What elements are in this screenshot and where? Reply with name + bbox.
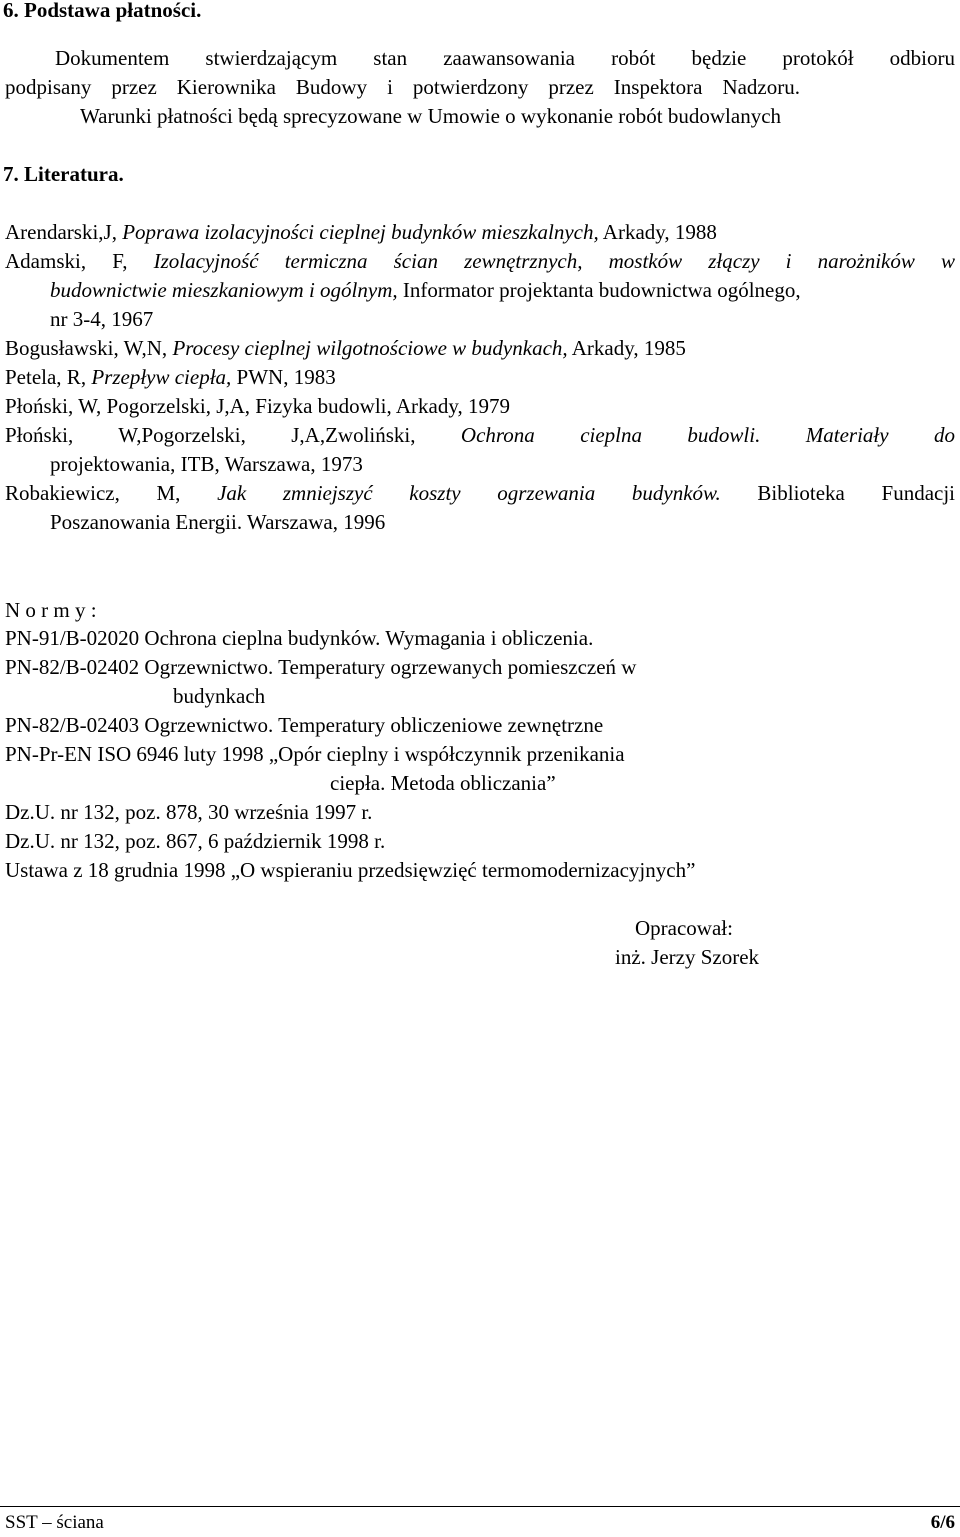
norm-line: PN-Pr-EN ISO 6946 luty 1998 „Opór cieplny i współczynnik przenikania [5, 742, 625, 766]
section-6-para1-line2: podpisany przez Kierownika Budowy i potwierdzony przez Inspektora Nadzoru. [5, 75, 800, 99]
footer-left: SST – ściana [5, 1512, 104, 1533]
reference-item-continuation: nr 3-4, 1967 [50, 307, 154, 331]
section-7-heading: 7. Literatura. [3, 162, 124, 186]
reference-item-continuation: budownictwie mieszkaniowym i ogólnym, Informator projektanta budownictwa ogólnego, [50, 278, 801, 302]
signature-name: inż. Jerzy Szorek [615, 945, 760, 969]
norm-line: PN-82/B-02403 Ogrzewnictwo. Temperatury obliczeniowe zewnętrzne [5, 713, 604, 737]
reference-item: Płoński, W, Pogorzelski, J,A, Fizyka budowli, Arkady, 1979 [5, 394, 510, 418]
norm-line: PN-91/B-02020 Ochrona cieplna budynków. Wymagania i obliczenia. [5, 626, 594, 650]
reference-item-continuation: projektowania, ITB, Warszawa, 1973 [50, 452, 363, 476]
reference-item: Petela, R, Przepływ ciepła, PWN, 1983 [5, 365, 336, 389]
section-6-heading: 6. Podstawa płatności. [3, 0, 202, 22]
reference-item: Robakiewicz, M, Jak zmniejszyć koszty ogrzewania budynków. Biblioteka Fundacji [5, 481, 955, 505]
reference-item-continuation: Poszanowania Energii. Warszawa, 1996 [50, 510, 386, 534]
norm-line: Dz.U. nr 132, poz. 867, 6 październik 1998 r. [5, 829, 386, 853]
reference-item: Arendarski,J, Poprawa izolacyjności cieplnej budynków mieszkalnych, Arkady, 1988 [5, 220, 717, 244]
signature-label: Opracował: [635, 916, 733, 940]
reference-item: Płoński, W,Pogorzelski, J,A,Zwoliński, Ochrona cieplna budowli. Materiały do [5, 423, 955, 447]
footer-page-number: 6/6 [930, 1512, 955, 1533]
reference-item: Bogusławski, W,N, Procesy cieplnej wilgotnościowe w budynkach, Arkady, 1985 [5, 336, 686, 360]
norm-line: Ustawa z 18 grudnia 1998 „O wspieraniu przedsięwzięć termomodernizacyjnych” [5, 858, 696, 882]
norm-line: PN-82/B-02402 Ogrzewnictwo. Temperatury ogrzewanych pomieszczeń w [5, 655, 637, 679]
normy-heading: N o r m y : [5, 598, 97, 622]
section-6-para1-line1: Dokumentem stwierdzającym stan zaawansowania robót będzie protokół odbioru [55, 46, 955, 70]
norm-line-continuation: ciepła. Metoda obliczania” [330, 771, 556, 795]
norm-line: Dz.U. nr 132, poz. 878, 30 września 1997 r. [5, 800, 373, 824]
norm-line-continuation: budynkach [173, 684, 266, 708]
reference-item: Adamski, F, Izolacyjność termiczna ścian zewnętrznych, mostków złączy i narożników w [5, 249, 956, 273]
footer-divider [0, 1506, 960, 1507]
section-6-para2: Warunki płatności będą sprecyzowane w Umowie o wykonanie robót budowlanych [80, 104, 782, 128]
